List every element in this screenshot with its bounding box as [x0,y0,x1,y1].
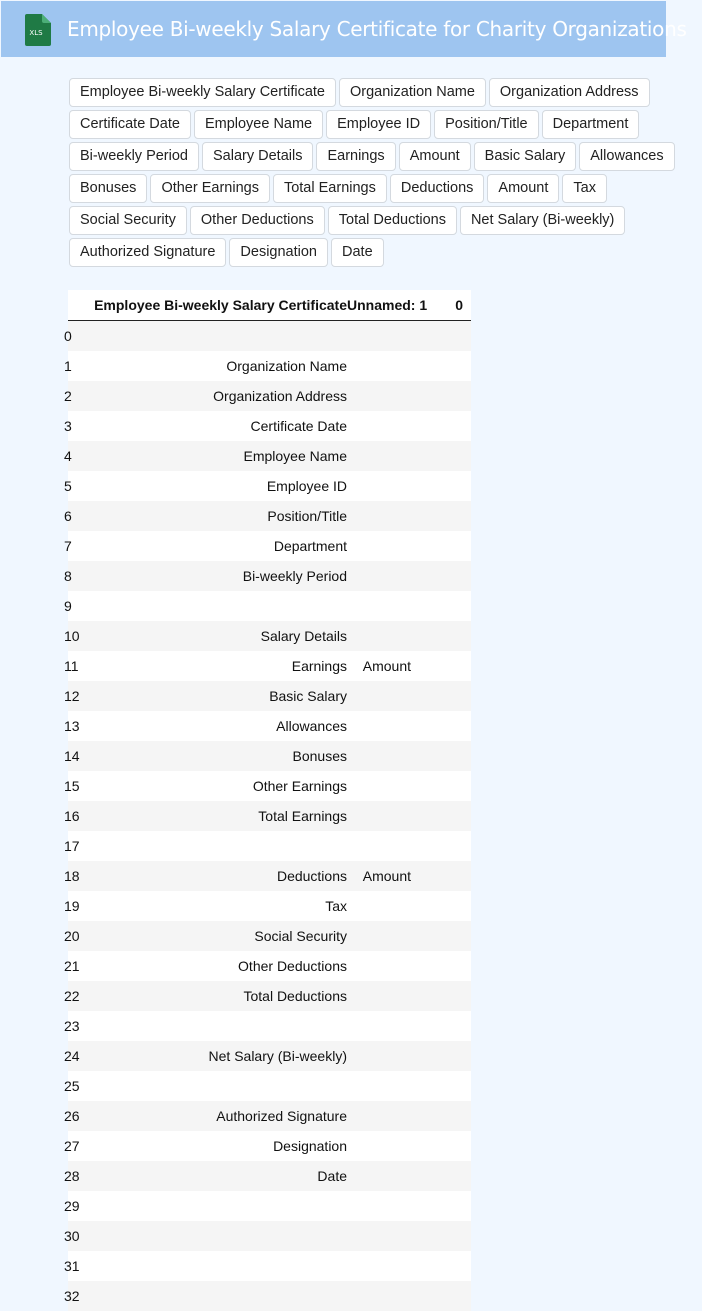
row-index [64,951,80,981]
cell-unnamed-1 [347,1281,440,1311]
cell-0 [440,891,471,921]
cell-0 [440,591,471,621]
cell-0 [440,1191,471,1221]
row-index-label: 20 [64,927,80,944]
cell-unnamed-1 [347,981,440,1011]
row-index-label: 4 [64,447,72,464]
cell-certificate: Other Earnings [252,777,347,794]
row-index-label: 21 [64,957,80,974]
row-index [64,1071,80,1101]
cell-certificate [76,1011,347,1041]
field-tag[interactable]: Salary Details [202,142,313,171]
table-row [68,531,471,561]
cell-certificate: Employee ID [266,477,347,494]
field-tag[interactable]: Amount [399,142,471,171]
cell-certificate: Bonuses [292,747,347,764]
cell-0 [440,441,471,471]
table-row [68,1101,471,1131]
cell-0 [440,981,471,1011]
cell-certificate: Allowances [276,717,347,734]
table-row [68,351,471,381]
row-index [64,921,80,951]
table-row [68,1251,471,1281]
cell-unnamed-1 [347,921,440,951]
field-tag[interactable]: Total Deductions [328,206,457,235]
cell-certificate: Deductions [276,867,347,884]
table-row [68,771,471,801]
row-index-label: 31 [64,1257,80,1274]
table-row [68,441,471,471]
table-row [68,1281,471,1311]
row-index-label: 32 [64,1287,80,1304]
table-row [68,321,471,351]
table-row [68,561,471,591]
table-row [68,1011,471,1041]
cell-certificate [76,591,347,621]
cell-unnamed-1 [347,1041,440,1071]
excel-file-icon [23,14,51,46]
field-tag[interactable]: Net Salary (Bi-weekly) [460,206,625,235]
table-row [68,801,471,831]
row-index-label: 2 [64,387,72,404]
cell-unnamed-1 [347,1071,440,1101]
cell-certificate: Designation [273,1137,347,1154]
cell-0 [440,501,471,531]
row-index [64,351,76,381]
cell-0 [440,741,471,771]
cell-certificate [76,1221,347,1251]
row-index [64,801,80,831]
row-index [64,591,76,621]
field-tag[interactable]: Bonuses [69,174,147,203]
table-row [68,1161,471,1191]
column-header-unnamed-1: Unnamed: 1 [347,290,440,321]
cell-0 [440,531,471,561]
row-index-label: 18 [64,867,80,884]
cell-certificate: Organization Address [213,387,347,404]
table-row [68,1221,471,1251]
row-index [64,321,76,351]
cell-unnamed-1 [347,681,440,711]
field-tag[interactable]: Amount [487,174,559,203]
table-row [68,621,471,651]
cell-0 [440,861,471,891]
cell-unnamed-1 [347,411,440,441]
row-index [64,471,76,501]
row-index [64,561,76,591]
column-header-index [68,290,76,321]
cell-0 [440,801,471,831]
field-tag[interactable]: Organization Address [489,78,650,107]
cell-certificate: Position/Title [267,507,347,524]
row-index-label: 15 [64,777,80,794]
cell-certificate: Social Security [254,927,347,944]
column-header-0: 0 [440,290,471,321]
row-index [64,891,80,921]
cell-unnamed-1 [347,501,440,531]
cell-unnamed-1 [347,1131,440,1161]
cell-certificate: Tax [325,897,347,914]
cell-certificate: Organization Name [226,357,347,374]
cell-certificate: Certificate Date [250,417,347,434]
table-row [68,861,471,891]
cell-0 [440,651,471,681]
cell-0 [440,951,471,981]
cell-0 [440,831,471,861]
row-index-label: 7 [64,537,72,554]
field-tag[interactable]: Social Security [69,206,187,235]
row-index-label: 0 [64,327,72,344]
cell-0 [440,1041,471,1071]
field-tag[interactable]: Date [331,238,384,267]
cell-0 [440,1071,471,1101]
cell-0 [440,321,471,351]
cell-0 [440,381,471,411]
row-index-label: 30 [64,1227,80,1244]
cell-unnamed-1 [347,351,440,381]
table-row [68,711,471,741]
field-tag[interactable]: Department [542,110,640,139]
row-index [64,441,76,471]
row-index [64,1191,80,1221]
row-index-label: 16 [64,807,80,824]
table-row [68,741,471,771]
title-bar [1,1,687,57]
cell-certificate [76,1071,347,1101]
field-tag[interactable]: Certificate Date [69,110,191,139]
row-index-label: 5 [64,477,72,494]
field-tag[interactable]: Allowances [579,142,674,171]
cell-unnamed-1 [347,1161,440,1191]
cell-unnamed-1 [347,951,440,981]
field-tag-list [69,78,689,267]
row-index-label: 6 [64,507,72,524]
field-tag[interactable]: Basic Salary [474,142,577,171]
table-row [68,471,471,501]
row-index [64,1131,80,1161]
cell-unnamed-1 [347,1251,440,1281]
cell-unnamed-1 [347,831,440,861]
cell-unnamed-1 [347,561,440,591]
table-row [68,951,471,981]
sheet-table-container [64,290,463,1311]
cell-certificate: Bi-weekly Period [242,567,347,584]
row-index-label: 12 [64,687,80,704]
cell-unnamed-1 [347,801,440,831]
cell-unnamed-1 [347,621,440,651]
cell-unnamed-1: Amount [362,657,411,674]
table-row [68,1131,471,1161]
row-index [64,831,80,861]
cell-certificate: Authorized Signature [216,1107,347,1124]
row-index-label: 14 [64,747,80,764]
cell-certificate: Earnings [291,657,347,674]
table-row [68,681,471,711]
row-index-label: 19 [64,897,80,914]
field-tag[interactable]: Employee Bi-weekly Salary Certificate [69,78,336,107]
cell-certificate: Department [273,537,347,554]
cell-0 [440,1101,471,1131]
row-index [64,1011,80,1041]
table-row [68,501,471,531]
row-index-label: 9 [64,597,72,614]
row-index [64,1221,80,1251]
cell-unnamed-1 [347,531,440,561]
cell-0 [440,351,471,381]
cell-0 [440,1161,471,1191]
cell-0 [440,681,471,711]
cell-certificate: Salary Details [260,627,347,644]
row-index-label: 28 [64,1167,80,1184]
cell-certificate: Employee Name [243,447,347,464]
cell-0 [440,1221,471,1251]
cell-0 [440,471,471,501]
cell-0 [440,1281,471,1311]
table-row [68,891,471,921]
table-row [68,831,471,861]
cell-unnamed-1 [347,321,440,351]
row-index [64,861,80,891]
cell-unnamed-1 [347,1101,440,1131]
cell-unnamed-1 [347,771,440,801]
column-header-certificate: Employee Bi-weekly Salary Certificate [76,290,347,321]
field-tag[interactable]: Earnings [316,142,395,171]
row-index-label: 23 [64,1017,80,1034]
row-index-label: 3 [64,417,72,434]
row-index [64,681,80,711]
table-row [68,981,471,1011]
cell-certificate [76,1251,347,1281]
row-index-label: 24 [64,1047,80,1064]
row-index-label: 25 [64,1077,80,1094]
cell-certificate [76,1281,347,1311]
cell-unnamed-1 [347,1191,440,1221]
cell-certificate [76,1191,347,1221]
cell-certificate: Total Earnings [258,807,347,824]
cell-0 [440,771,471,801]
row-index [64,1041,80,1071]
row-index-label: 11 [64,657,79,674]
cell-0 [440,1011,471,1041]
row-index-label: 22 [64,987,80,1004]
table-row [68,1071,471,1101]
row-index-label: 26 [64,1107,80,1124]
table-body [64,321,471,1311]
cell-unnamed-1 [347,381,440,411]
cell-unnamed-1 [347,1011,440,1041]
row-index-label: 17 [64,837,80,854]
cell-unnamed-1 [347,891,440,921]
field-tag[interactable]: Deductions [390,174,485,203]
row-index [64,411,76,441]
cell-certificate: Date [317,1167,347,1184]
row-index [64,531,76,561]
row-index-label: 29 [64,1197,80,1214]
field-tag[interactable]: Employee ID [326,110,431,139]
table-row [68,921,471,951]
table-row [68,381,471,411]
cell-0 [440,561,471,591]
row-index-label: 10 [64,627,80,644]
cell-unnamed-1: Amount [362,867,411,884]
cell-unnamed-1 [347,471,440,501]
cell-0 [440,411,471,441]
cell-certificate [76,321,347,351]
page-title: Employee Bi-weekly Salary Certificate for Charity Organizations [67,17,687,41]
field-tag[interactable]: Other Earnings [150,174,270,203]
row-index [64,741,80,771]
sheet-table [64,290,471,1311]
table-row [68,591,471,621]
cell-certificate: Other Deductions [238,957,347,974]
row-index [64,771,80,801]
row-index [64,381,76,411]
field-tag[interactable]: Tax [562,174,607,203]
cell-certificate [76,831,347,861]
cell-unnamed-1 [347,741,440,771]
row-index-label: 27 [64,1137,80,1154]
field-tag[interactable]: Designation [229,238,328,267]
cell-unnamed-1 [347,711,440,741]
cell-certificate: Basic Salary [269,687,347,704]
row-index [64,621,80,651]
table-header-row [68,290,471,321]
row-index [64,1101,80,1131]
cell-0 [440,921,471,951]
row-index [64,1161,80,1191]
cell-0 [440,1251,471,1281]
cell-unnamed-1 [347,1221,440,1251]
cell-0 [440,1131,471,1161]
row-index [64,981,80,1011]
row-index [64,1251,80,1281]
cell-0 [440,621,471,651]
table-row [68,1041,471,1071]
row-index-label: 1 [64,357,72,374]
row-index-label: 13 [64,717,80,734]
field-tag[interactable]: Position/Title [434,110,538,139]
field-tag[interactable]: Total Earnings [273,174,387,203]
row-index [64,501,76,531]
row-index [64,1281,80,1311]
field-tag[interactable]: Bi-weekly Period [69,142,199,171]
cell-certificate: Net Salary (Bi-weekly) [208,1047,347,1064]
field-tag[interactable]: Other Deductions [190,206,325,235]
field-tag[interactable]: Organization Name [339,78,486,107]
field-tag[interactable]: Authorized Signature [69,238,226,267]
icon-label: XLS [29,29,43,37]
field-tag[interactable]: Employee Name [194,110,323,139]
cell-unnamed-1 [347,591,440,621]
row-index-label: 8 [64,567,72,584]
table-row [68,651,471,681]
row-index [64,711,80,741]
table-row [68,411,471,441]
row-index [64,651,79,681]
cell-unnamed-1 [347,441,440,471]
cell-certificate: Total Deductions [243,987,347,1004]
table-row [68,1191,471,1221]
cell-0 [440,711,471,741]
